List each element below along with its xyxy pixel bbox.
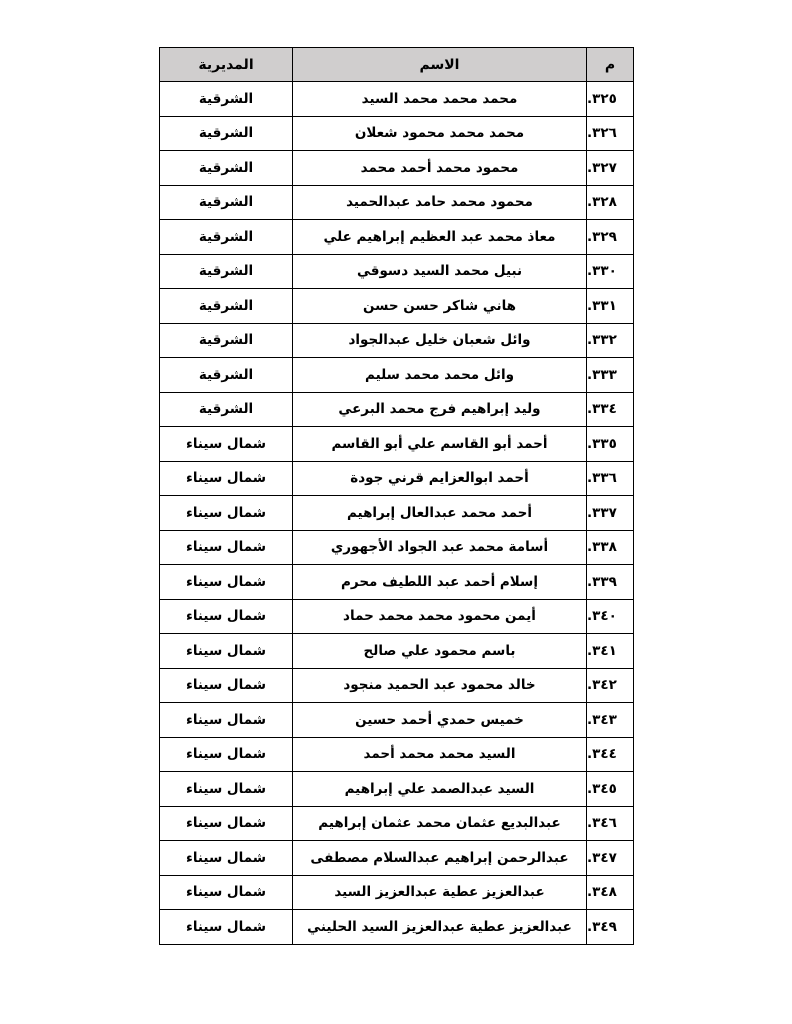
row-name: السيد محمد محمد أحمد xyxy=(293,737,587,772)
row-directorate: الشرقية xyxy=(160,116,293,151)
row-number: ٣٣٧. xyxy=(587,496,634,531)
names-table xyxy=(159,47,634,945)
header-row xyxy=(160,48,634,82)
row-number: ٣٢٩. xyxy=(587,220,634,255)
table-body xyxy=(160,82,634,945)
row-number: ٣٣٦. xyxy=(587,461,634,496)
row-directorate: الشرقية xyxy=(160,323,293,358)
row-directorate: شمال سيناء xyxy=(160,530,293,565)
row-directorate: الشرقية xyxy=(160,254,293,289)
row-number: ٣٤٣. xyxy=(587,703,634,738)
table-header xyxy=(160,48,634,82)
row-number: ٣٣٢. xyxy=(587,323,634,358)
row-directorate: الشرقية xyxy=(160,289,293,324)
row-number: ٣٤٢. xyxy=(587,668,634,703)
row-number: ٣٣٨. xyxy=(587,530,634,565)
table-row xyxy=(160,703,634,738)
row-number: ٣٣٤. xyxy=(587,392,634,427)
row-name: محمد محمد محمد السيد xyxy=(293,82,587,117)
row-name: محمد محمد محمود شعلان xyxy=(293,116,587,151)
row-name: محمود محمد أحمد محمد xyxy=(293,151,587,186)
row-directorate: شمال سيناء xyxy=(160,668,293,703)
row-name: عبدالعزيز عطية عبدالعزيز السيد الحليني xyxy=(293,910,587,945)
row-name: وائل شعبان خليل عبدالجواد xyxy=(293,323,587,358)
row-number: ٣٣٩. xyxy=(587,565,634,600)
row-directorate: شمال سيناء xyxy=(160,565,293,600)
row-directorate: شمال سيناء xyxy=(160,703,293,738)
row-directorate: الشرقية xyxy=(160,151,293,186)
table-row xyxy=(160,151,634,186)
table-row xyxy=(160,392,634,427)
row-name: أسامة محمد عبد الجواد الأجهوري xyxy=(293,530,587,565)
row-name: أيمن محمود محمد محمد حماد xyxy=(293,599,587,634)
row-name: أحمد محمد عبدالعال إبراهيم xyxy=(293,496,587,531)
table-row xyxy=(160,875,634,910)
row-number: ٣٤٤. xyxy=(587,737,634,772)
row-name: خالد محمود عبد الحميد منجود xyxy=(293,668,587,703)
row-name: أحمد أبو القاسم علي أبو القاسم xyxy=(293,427,587,462)
table-row xyxy=(160,772,634,807)
row-name: هاني شاكر حسن حسن xyxy=(293,289,587,324)
row-name: معاذ محمد عبد العظيم إبراهيم علي xyxy=(293,220,587,255)
row-name: محمود محمد حامد عبدالحميد xyxy=(293,185,587,220)
row-number: ٣٤٠. xyxy=(587,599,634,634)
row-number: ٣٤٥. xyxy=(587,772,634,807)
header-directorate: المديرية xyxy=(160,48,293,82)
row-name: عبدالرحمن إبراهيم عبدالسلام مصطفى xyxy=(293,841,587,876)
table-row xyxy=(160,185,634,220)
row-name: باسم محمود علي صالح xyxy=(293,634,587,669)
row-name: السيد عبدالصمد علي إبراهيم xyxy=(293,772,587,807)
header-number: م xyxy=(587,48,634,82)
row-directorate: شمال سيناء xyxy=(160,599,293,634)
row-number: ٣٣٣. xyxy=(587,358,634,393)
row-number: ٣٤٨. xyxy=(587,875,634,910)
table-row xyxy=(160,634,634,669)
table-row xyxy=(160,737,634,772)
table-row xyxy=(160,82,634,117)
row-directorate: شمال سيناء xyxy=(160,875,293,910)
row-number: ٣٣٠. xyxy=(587,254,634,289)
row-number: ٣٣٥. xyxy=(587,427,634,462)
row-number: ٣٢٥. xyxy=(587,82,634,117)
row-name: عبدالعزيز عطية عبدالعزيز السيد xyxy=(293,875,587,910)
row-directorate: شمال سيناء xyxy=(160,634,293,669)
row-directorate: شمال سيناء xyxy=(160,461,293,496)
row-directorate: شمال سيناء xyxy=(160,496,293,531)
row-directorate: الشرقية xyxy=(160,358,293,393)
table-row xyxy=(160,358,634,393)
table-row xyxy=(160,496,634,531)
row-directorate: شمال سيناء xyxy=(160,806,293,841)
row-number: ٣٤١. xyxy=(587,634,634,669)
row-number: ٣٤٩. xyxy=(587,910,634,945)
table-row xyxy=(160,116,634,151)
row-directorate: شمال سيناء xyxy=(160,841,293,876)
row-directorate: شمال سيناء xyxy=(160,910,293,945)
table-row xyxy=(160,668,634,703)
table-row xyxy=(160,254,634,289)
row-name: أحمد ابوالعزايم قرني جودة xyxy=(293,461,587,496)
row-name: نبيل محمد السيد دسوقي xyxy=(293,254,587,289)
table-row xyxy=(160,530,634,565)
table-row xyxy=(160,565,634,600)
table-row xyxy=(160,220,634,255)
row-directorate: الشرقية xyxy=(160,82,293,117)
row-number: ٣٢٦. xyxy=(587,116,634,151)
row-number: ٣٢٨. xyxy=(587,185,634,220)
row-name: إسلام أحمد عبد اللطيف محرم xyxy=(293,565,587,600)
table-row xyxy=(160,910,634,945)
row-name: وليد إبراهيم فرج محمد البرعي xyxy=(293,392,587,427)
row-number: ٣٢٧. xyxy=(587,151,634,186)
row-name: عبدالبديع عثمان محمد عثمان إبراهيم xyxy=(293,806,587,841)
row-directorate: شمال سيناء xyxy=(160,772,293,807)
table-row xyxy=(160,841,634,876)
table-row xyxy=(160,289,634,324)
header-name: الاسم xyxy=(293,48,587,82)
row-directorate: شمال سيناء xyxy=(160,737,293,772)
row-name: وائل محمد محمد سليم xyxy=(293,358,587,393)
row-directorate: شمال سيناء xyxy=(160,427,293,462)
row-name: خميس حمدي أحمد حسين xyxy=(293,703,587,738)
row-number: ٣٤٦. xyxy=(587,806,634,841)
table-row xyxy=(160,461,634,496)
table-row xyxy=(160,323,634,358)
table-row xyxy=(160,806,634,841)
row-number: ٣٣١. xyxy=(587,289,634,324)
table-row xyxy=(160,599,634,634)
table-row xyxy=(160,427,634,462)
row-directorate: الشرقية xyxy=(160,220,293,255)
row-number: ٣٤٧. xyxy=(587,841,634,876)
row-directorate: الشرقية xyxy=(160,185,293,220)
row-directorate: الشرقية xyxy=(160,392,293,427)
